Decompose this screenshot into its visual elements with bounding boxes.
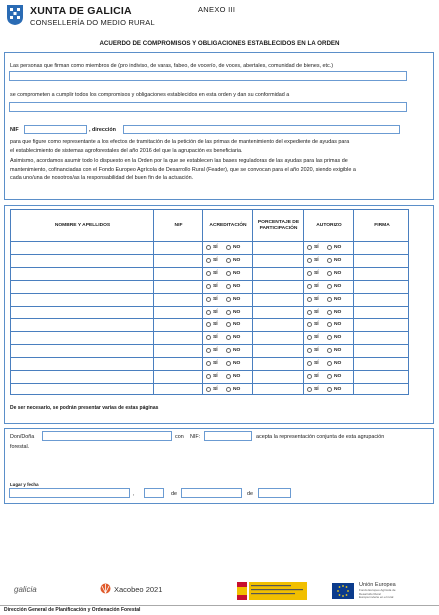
eu-subtitle-line: Fondo Europeo Agrícola de: [359, 588, 396, 592]
accreditation-no-radio[interactable]: [226, 373, 240, 380]
radio-circle-icon: [307, 322, 312, 327]
radio-label: NO: [334, 283, 342, 289]
radio-circle-icon: [307, 258, 312, 263]
radio-label: NO: [233, 386, 241, 392]
radio-circle-icon: [226, 374, 231, 379]
radio-label: SÍ: [213, 257, 218, 263]
authorize-yes-radio[interactable]: [307, 373, 319, 380]
footer-divider: [0, 605, 439, 606]
eu-subtitle-line: Europa invierte en el rural: [359, 595, 394, 600]
nif-label: NIF: [10, 127, 19, 133]
accreditation-yes-radio[interactable]: [206, 386, 218, 393]
radio-label: SÍ: [314, 348, 319, 354]
header-authorize: AUTORIZO: [316, 222, 342, 228]
radio-circle-icon: [206, 322, 211, 327]
radio-circle-icon: [327, 258, 332, 263]
galicia-logo: galicia: [14, 585, 37, 594]
header-name: NOMBRE Y APELLIDOS: [54, 222, 111, 228]
radio-label: NO: [233, 296, 241, 302]
accreditation-no-radio[interactable]: [226, 309, 240, 316]
radio-circle-icon: [327, 297, 332, 302]
document-title: ACUERDO DE COMPROMISOS Y OBLIGACIONES ESTABLECIDOS EN LA ORDEN: [99, 40, 340, 47]
authorize-no-radio[interactable]: [327, 321, 341, 328]
radio-circle-icon: [327, 310, 332, 315]
radio-label: NO: [233, 322, 241, 328]
radio-circle-icon: [327, 335, 332, 340]
accreditation-no-radio[interactable]: [226, 386, 240, 393]
radio-circle-icon: [206, 284, 211, 289]
radio-circle-icon: [226, 348, 231, 353]
radio-label: SÍ: [213, 283, 218, 289]
radio-circle-icon: [307, 297, 312, 302]
radio-label: SÍ: [213, 322, 218, 328]
accreditation-yes-radio[interactable]: [206, 257, 218, 264]
para-line: para que figure como representante a los efectos de tramitación de la petición de las primas de mantenimiento del expediente de ayudas para: [10, 139, 350, 145]
radio-label: NO: [334, 322, 342, 328]
xunta-emblem-icon: [6, 4, 24, 26]
accepting-nif-field[interactable]: [204, 431, 252, 441]
radio-circle-icon: [206, 361, 211, 366]
radio-label: SÍ: [213, 309, 218, 315]
radio-label: SÍ: [314, 283, 319, 289]
radio-circle-icon: [327, 387, 332, 392]
radio-circle-icon: [307, 374, 312, 379]
radio-label: NO: [233, 257, 241, 263]
accepting-person-field[interactable]: [42, 431, 172, 441]
day-field[interactable]: [144, 488, 164, 498]
radio-circle-icon: [206, 348, 211, 353]
radio-label: SÍ: [314, 322, 319, 328]
radio-label: SÍ: [314, 309, 319, 315]
radio-label: NO: [233, 245, 241, 250]
comma-sep: ,: [133, 491, 135, 497]
radio-circle-icon: [206, 387, 211, 392]
radio-label: SÍ: [314, 335, 319, 341]
radio-label: SÍ: [213, 296, 218, 302]
radio-label: SÍ: [314, 270, 319, 276]
radio-circle-icon: [206, 297, 211, 302]
commit-text: se comprometen a cumplir todos los compromisos y obligaciones establecidos en esta orden y dan su conformidad a: [10, 92, 290, 98]
radio-label: NO: [334, 374, 342, 379]
authorize-no-radio[interactable]: [327, 334, 341, 341]
authorize-yes-radio[interactable]: [307, 309, 319, 316]
radio-circle-icon: [327, 284, 332, 289]
de-label-2: de: [247, 491, 253, 497]
para-line: Asimismo, acordamos asumir todo lo dispuesto en la Orden por la que se establecen las bases reguladoras de las ayudas para las primas de: [10, 158, 348, 164]
eu-subtitle: [359, 589, 396, 600]
header-accreditation: ACREDITACIÓN: [209, 222, 247, 228]
authorize-yes-radio[interactable]: [307, 283, 319, 290]
authorize-no-radio[interactable]: [327, 296, 341, 303]
header: [4, 3, 434, 33]
radio-label: SÍ: [213, 361, 218, 367]
radio-circle-icon: [226, 322, 231, 327]
radio-circle-icon: [307, 387, 312, 392]
radio-circle-icon: [206, 245, 211, 250]
accreditation-no-radio[interactable]: [226, 270, 240, 277]
nif-label-2: NIF:: [190, 434, 201, 440]
radio-label: NO: [334, 361, 342, 367]
radio-label: NO: [233, 283, 241, 289]
authorize-yes-radio[interactable]: [307, 257, 319, 264]
eu-subtitle-line: Desarrollo Rural: [359, 591, 381, 596]
radio-circle-icon: [226, 387, 231, 392]
radio-label: NO: [233, 361, 241, 367]
accreditation-no-radio[interactable]: [226, 296, 240, 303]
radio-circle-icon: [307, 335, 312, 340]
radio-circle-icon: [226, 271, 231, 276]
signatories-table: [10, 209, 409, 395]
radio-circle-icon: [327, 348, 332, 353]
pages-note: De ser necesario, se podrán presentar varias de estas páginas: [10, 405, 159, 411]
authorize-no-radio[interactable]: [327, 360, 341, 367]
radio-label: SÍ: [213, 270, 218, 276]
para-line: mantenimiento, cofinanciadas con el Fondo Europeo Agrícola de Desarrollo Rural (Feader), que se convocan para el año 2020, siendo exigible a: [10, 166, 356, 173]
authorize-no-radio[interactable]: [327, 386, 341, 393]
radio-label: NO: [334, 348, 342, 354]
con-label: con: [175, 434, 184, 440]
radio-label: SÍ: [213, 386, 218, 392]
authorize-no-radio[interactable]: [327, 244, 341, 251]
representative-name-field[interactable]: [9, 102, 407, 112]
authorize-no-radio[interactable]: [327, 347, 341, 354]
authorize-no-radio[interactable]: [327, 257, 341, 264]
year-field[interactable]: [258, 488, 291, 498]
radio-label: SÍ: [314, 386, 319, 392]
radio-circle-icon: [206, 258, 211, 263]
radio-label: SÍ: [314, 257, 319, 263]
radio-label: NO: [334, 270, 342, 276]
radio-circle-icon: [206, 335, 211, 340]
accreditation-yes-radio[interactable]: [206, 373, 218, 380]
accreditation-no-radio[interactable]: [226, 334, 240, 341]
accreditation-yes-radio[interactable]: [206, 334, 218, 341]
radio-label: NO: [233, 309, 241, 315]
authorize-yes-radio[interactable]: [307, 360, 319, 367]
radio-circle-icon: [327, 361, 332, 366]
eu-title: Unión Europea: [359, 582, 396, 588]
accreditation-yes-radio[interactable]: [206, 244, 218, 251]
radio-circle-icon: [226, 297, 231, 302]
authorize-yes-radio[interactable]: [307, 296, 319, 303]
radio-circle-icon: [327, 245, 332, 250]
radio-circle-icon: [327, 374, 332, 379]
para-line: el establecimiento de sistemas agroforestales del año 2016 del que la agrupación es beneficiaria.: [10, 147, 243, 154]
radio-label: SÍ: [314, 361, 319, 367]
xacobeo-shell-icon: [100, 583, 111, 594]
radio-label: SÍ: [213, 374, 218, 379]
radio-circle-icon: [206, 271, 211, 276]
radio-circle-icon: [327, 322, 332, 327]
accreditation-no-radio[interactable]: [226, 257, 240, 264]
de-label-1: de: [171, 491, 177, 497]
radio-label: SÍ: [314, 374, 319, 379]
authorize-no-radio[interactable]: [327, 309, 341, 316]
radio-label: SÍ: [314, 296, 319, 302]
radio-circle-icon: [307, 361, 312, 366]
radio-label: NO: [334, 309, 342, 315]
accreditation-yes-radio[interactable]: [206, 347, 218, 354]
xacobeo-logo: Xacobeo 2021: [114, 585, 163, 594]
radio-circle-icon: [226, 284, 231, 289]
intro-text: Las personas que firman como miembros de (pro indiviso, de varas, fabeo, de vocerío, de voces, abertales, comunidad de bienes, etc.): [10, 63, 334, 69]
footer-text: Dirección General de Planificación y Ordenación Forestal: [4, 607, 141, 613]
accreditation-yes-radio[interactable]: [206, 321, 218, 328]
authorize-yes-radio[interactable]: [307, 321, 319, 328]
radio-circle-icon: [307, 284, 312, 289]
org-subtitle: CONSELLERÍA DO MEDIO RURAL: [30, 18, 155, 27]
header-signature: FIRMA: [374, 222, 390, 228]
accreditation-no-radio[interactable]: [226, 360, 240, 367]
radio-circle-icon: [307, 245, 312, 250]
radio-label: SÍ: [314, 245, 319, 250]
radio-label: SÍ: [213, 335, 218, 341]
org-title: XUNTA DE GALICIA: [30, 5, 132, 17]
don-label: Don/Doña: [10, 434, 35, 440]
radio-circle-icon: [206, 310, 211, 315]
accreditation-no-radio[interactable]: [226, 347, 240, 354]
accreditation-yes-radio[interactable]: [206, 360, 218, 367]
spain-ministry-logo: [237, 582, 307, 600]
radio-label: SÍ: [213, 348, 218, 354]
radio-label: NO: [334, 245, 342, 250]
annex-label: ANEXO III: [198, 5, 236, 14]
para-line: cada uno/una de nosotros/as la responsabilidad del buen fin de la actuación.: [10, 175, 194, 181]
radio-circle-icon: [226, 245, 231, 250]
radio-label: SÍ: [213, 245, 218, 250]
logos-bar: [0, 578, 439, 604]
radio-circle-icon: [307, 271, 312, 276]
address-label: , dirección: [89, 127, 116, 133]
accreditation-yes-radio[interactable]: [206, 296, 218, 303]
accreditation-no-radio[interactable]: [226, 283, 240, 290]
radio-label: NO: [334, 386, 342, 392]
radio-label: NO: [233, 270, 241, 276]
accreditation-yes-radio[interactable]: [206, 270, 218, 277]
eu-flag-icon: [332, 583, 354, 599]
radio-circle-icon: [226, 361, 231, 366]
radio-circle-icon: [226, 310, 231, 315]
place-date-label: Lugar y fecha: [10, 482, 39, 487]
accept-line-1: acepta la representación conjunta de esta agrupación: [256, 434, 385, 440]
accreditation-yes-radio[interactable]: [206, 283, 218, 290]
radio-circle-icon: [226, 258, 231, 263]
radio-circle-icon: [226, 335, 231, 340]
header-percentage: PORCENTAJE DE PARTICIPACIÓN: [257, 219, 300, 231]
radio-label: NO: [233, 335, 241, 341]
radio-circle-icon: [307, 348, 312, 353]
authorize-yes-radio[interactable]: [307, 334, 319, 341]
authorize-no-radio[interactable]: [327, 270, 341, 277]
group-name-field[interactable]: [9, 71, 407, 81]
month-field[interactable]: [181, 488, 242, 498]
authorize-yes-radio[interactable]: [307, 386, 319, 393]
radio-label: NO: [334, 257, 342, 263]
authorize-no-radio[interactable]: [327, 283, 341, 290]
radio-label: NO: [334, 296, 342, 302]
accreditation-no-radio[interactable]: [226, 321, 240, 328]
radio-label: NO: [334, 335, 342, 341]
radio-label: NO: [233, 348, 241, 354]
address-field[interactable]: [123, 125, 400, 134]
accreditation-yes-radio[interactable]: [206, 309, 218, 316]
radio-circle-icon: [307, 310, 312, 315]
header-nif: NIF: [174, 222, 183, 228]
radio-circle-icon: [327, 271, 332, 276]
authorize-no-radio[interactable]: [327, 373, 341, 380]
radio-circle-icon: [206, 374, 211, 379]
authorize-yes-radio[interactable]: [307, 244, 319, 251]
accept-line-2: forestal.: [10, 444, 30, 450]
authorize-yes-radio[interactable]: [307, 270, 319, 277]
place-field[interactable]: [9, 488, 130, 498]
authorize-yes-radio[interactable]: [307, 347, 319, 354]
radio-label: NO: [233, 374, 241, 379]
nif-field[interactable]: [24, 125, 87, 134]
accreditation-no-radio[interactable]: [226, 244, 240, 251]
